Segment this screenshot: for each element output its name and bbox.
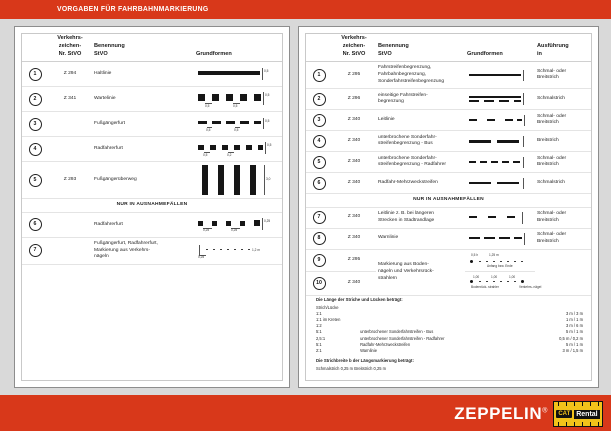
row-number-cell xyxy=(306,271,332,295)
row-name-cell: Leitlinie xyxy=(376,110,465,131)
row-name-cell xyxy=(376,131,465,152)
footnote-value: 3 m / 6 m xyxy=(565,323,583,329)
row-sign-cell: Z 340 xyxy=(332,207,376,228)
marking-graphic-nails-b xyxy=(467,274,542,292)
marking-graphic-zebra xyxy=(196,165,280,195)
badge-ticks-bottom-icon xyxy=(554,421,602,426)
left-col-sign xyxy=(48,34,92,62)
row-name-cell: Fußgängerüberweg xyxy=(92,162,194,199)
dim-label: 1,00 xyxy=(473,274,480,279)
row-name-cell: Fußgängerfurt xyxy=(92,112,194,137)
nails-note-b: Bodenrück- strahler xyxy=(471,284,499,289)
row-exec-l2: Breitstrich xyxy=(537,162,559,168)
row-number-cell xyxy=(306,173,332,194)
row-sign-cell: Z 340 xyxy=(332,271,376,295)
footnote-desc: Warnlinie xyxy=(360,347,377,353)
marking-graphic-solid-line xyxy=(467,68,533,82)
row-name-l3: nägeln xyxy=(94,254,109,260)
row-sign-cell xyxy=(48,137,92,162)
dim-label: 0,5 xyxy=(203,152,208,157)
row-sign-cell xyxy=(48,237,92,264)
cat-rental-badge xyxy=(553,401,603,427)
row-name-cell xyxy=(376,152,465,173)
table-row xyxy=(22,112,282,137)
left-panel xyxy=(14,26,290,388)
left-col-name xyxy=(92,34,194,62)
row-shape-cell xyxy=(465,62,535,89)
footnote-desc: Radfahr-Mehrzweckstreifen xyxy=(360,341,411,347)
table-row xyxy=(306,173,591,194)
table-row xyxy=(306,207,591,228)
row-number-cell xyxy=(22,62,48,87)
row-name-cell xyxy=(376,249,465,295)
row-exec-cell xyxy=(535,228,591,249)
row-number-cell xyxy=(22,162,48,199)
row-shape-cell xyxy=(465,271,542,295)
row-name-cell xyxy=(376,207,465,228)
footnote-value: 5 m / 1 m xyxy=(565,341,583,347)
footnote-title-1: Die Länge der Striche und Lücken beträgt: xyxy=(316,297,403,303)
row-sign-cell: Z 340 xyxy=(332,110,376,131)
dim-label: 1,00 xyxy=(509,274,516,279)
zeppelin-logo xyxy=(454,404,548,424)
row-sign-cell: Z 340 xyxy=(332,173,376,194)
right-col-shape: Grundformen xyxy=(465,34,535,62)
row-name-cell: Radfahrerfurt xyxy=(92,137,194,162)
row-exec-l1: Schmal- oder xyxy=(537,113,567,119)
footnote-ratio: 2,5:1 xyxy=(316,335,326,341)
row-name-l1: Fußgängerfurt, Radfahrerfurt, xyxy=(94,240,158,246)
row-number-cell xyxy=(22,137,48,162)
row-sign-cell: Z 340 xyxy=(332,228,376,249)
dim-label: 0,5 xyxy=(264,69,269,74)
footnote-desc: unterbrochener Sonderfahrstreifen - Bus xyxy=(360,329,434,335)
marking-graphic-dash-1-2-1 xyxy=(467,211,533,225)
row-number-cell xyxy=(306,228,332,249)
table-row xyxy=(22,62,282,87)
row-shape-cell xyxy=(194,237,282,264)
badge-inner xyxy=(556,410,599,419)
footnote-col-head: Strich/Lücke xyxy=(316,304,339,310)
right-col-name-l1: Benennung xyxy=(378,43,409,50)
left-table-header-row xyxy=(22,34,282,62)
left-col-name-l1: Benennung xyxy=(94,43,125,50)
row-name-l2: Markierung aus Verkehrs- xyxy=(94,247,150,253)
footnote-ratio: 5:1 xyxy=(316,329,322,335)
row-name-cell: Radfahrerfurt xyxy=(92,212,194,237)
row-sign-cell: Z 294 xyxy=(48,62,92,87)
cat-logo: CAT xyxy=(558,411,571,417)
dim-label: 0,5 xyxy=(265,119,270,124)
footnote-desc: unterbrochener Sonderfahrstreifen - Radfahrer xyxy=(360,335,445,341)
right-panel-frame xyxy=(305,33,592,381)
marking-graphic-nails-a xyxy=(467,253,533,268)
row-number-cell xyxy=(22,212,48,237)
table-row xyxy=(306,249,591,271)
row-number-cell xyxy=(306,89,332,110)
left-col-number xyxy=(22,34,48,62)
footnote-ratio: 1:1 xyxy=(316,311,322,317)
row-number-badge: 1 xyxy=(29,68,42,81)
footnote-value: 0,5 m / 0,2 m xyxy=(559,335,583,341)
nails-note: Anfang bzw. Ende xyxy=(487,263,513,268)
row-exec-cell xyxy=(535,89,591,110)
dim-label: 0,5 xyxy=(234,127,239,132)
row-number-badge: 2 xyxy=(29,93,42,106)
left-panel-frame xyxy=(21,33,283,381)
table-row xyxy=(22,162,282,199)
row-number-cell xyxy=(306,249,332,271)
row-name-cell: Warnlinie xyxy=(376,228,465,249)
dim-label: 0,5 xyxy=(265,93,270,98)
row-shape-cell xyxy=(194,137,282,162)
dim-label: 0,5 h xyxy=(471,252,479,257)
table-row xyxy=(306,228,591,249)
header-bar xyxy=(0,0,611,19)
row-sign-cell: Z 295 xyxy=(332,249,376,271)
section-heading-row xyxy=(22,199,282,213)
row-name-l3: Sonderfahrstreifenbegrenzung xyxy=(378,78,445,84)
right-col-sign-l3: Nr. StVO xyxy=(342,51,366,58)
marking-graphic-dash-2-1 xyxy=(467,232,533,246)
row-number-badge: 7 xyxy=(29,244,42,257)
row-number-cell xyxy=(22,237,48,264)
dim-label: 0,25 xyxy=(198,254,205,259)
footnote-ratio: 1:1 im Kreten xyxy=(316,317,341,323)
right-spec-table xyxy=(306,34,591,296)
dim-label: 0,5 xyxy=(206,127,211,132)
footnote-table xyxy=(316,305,583,354)
row-exec-cell xyxy=(535,152,591,173)
dim-label: 0,5 xyxy=(233,103,238,108)
row-number-badge: 6 xyxy=(29,218,42,231)
row-exec-l1: Schmal- oder xyxy=(537,68,567,74)
table-row xyxy=(22,137,282,162)
row-name-cell: Haltlinie xyxy=(92,62,194,87)
row-shape-cell xyxy=(194,62,282,87)
row-exec-l2: Breitstrich xyxy=(537,217,559,223)
row-shape-cell xyxy=(194,87,282,112)
right-col-sign xyxy=(332,34,376,62)
row-exec-cell xyxy=(535,207,591,228)
row-number-badge: 4 xyxy=(29,143,42,156)
row-name-l1: einseitige Fahrstreifen- xyxy=(378,92,428,98)
row-name-l2: streifenbegrenzung - Bus xyxy=(378,141,433,147)
row-number-badge: 5 xyxy=(29,174,42,187)
row-sign-cell: Z 340 xyxy=(332,131,376,152)
row-name-l1: Fahrstreifenbegrenzung, xyxy=(378,65,432,71)
right-col-sign-l2: zeichen- xyxy=(342,43,366,50)
dim-label: 0,2 xyxy=(227,152,232,157)
row-shape-cell xyxy=(465,228,535,249)
row-number-badge: 9 xyxy=(313,254,326,267)
footnote-value: 3 m / 1,5 m xyxy=(562,347,583,353)
row-exec-cell xyxy=(535,110,591,131)
row-exec-l1: Schmal- oder xyxy=(537,155,567,161)
left-col-sign-l3: Nr. StVO xyxy=(58,51,82,58)
row-number-cell xyxy=(306,110,332,131)
row-exec-l2: Breitstrich xyxy=(537,120,559,126)
footnote-ratio: 5:1 xyxy=(316,341,322,347)
row-number-cell xyxy=(306,62,332,89)
row-number-cell xyxy=(306,131,332,152)
right-col-number xyxy=(306,34,332,62)
row-shape-cell xyxy=(465,89,535,110)
marking-graphic-half-dashed xyxy=(467,92,533,106)
left-spec-table xyxy=(22,34,282,265)
row-number-badge: 1 xyxy=(313,69,326,82)
row-name-cell: Wartelinie xyxy=(92,87,194,112)
footnote-value: 3 m / 3 m xyxy=(565,311,583,317)
row-shape-cell xyxy=(194,112,282,137)
row-number-cell xyxy=(22,87,48,112)
row-exec-cell xyxy=(535,62,591,89)
table-row xyxy=(22,87,282,112)
row-number-badge: 7 xyxy=(313,211,326,224)
dim-label: 0,5 xyxy=(267,143,272,148)
row-name-l1: Markierung aus Boden- xyxy=(378,262,429,268)
marking-graphic-squares-exception xyxy=(196,216,280,234)
row-name-cell xyxy=(92,237,194,264)
row-number-badge: 4 xyxy=(313,135,326,148)
row-shape-cell xyxy=(465,131,535,152)
zeppelin-wordmark: ZEPPELIN xyxy=(454,404,543,423)
row-name-l1: unterbrochene Sonderfahr- xyxy=(378,155,437,161)
row-name-cell xyxy=(376,89,465,110)
row-shape-cell xyxy=(465,110,535,131)
table-row xyxy=(22,212,282,237)
nails-note-b2: Verkehrs- nägel xyxy=(519,284,542,289)
row-name-l2: begrenzung xyxy=(378,99,404,105)
footnote-title-2: Die Strichbreite b der Längsmarkierung beträgt: xyxy=(316,358,414,363)
table-row xyxy=(306,152,591,173)
table-row xyxy=(22,237,282,264)
row-shape-cell xyxy=(194,162,282,199)
row-shape-cell xyxy=(194,212,282,237)
footnote-line-2: Schmalstrich 0,25 m Breitstrich 0,25 m xyxy=(316,365,387,371)
table-row xyxy=(306,110,591,131)
section-title-ausnahmefaelle: NUR IN AUSNAHMEFÄLLEN xyxy=(22,199,282,213)
row-name-l3: strahlern xyxy=(378,275,398,281)
dim-label: 0,25 xyxy=(231,228,238,233)
right-panel xyxy=(298,26,599,388)
marking-graphic-dash-1-2 xyxy=(467,113,533,127)
row-name-l2: nägeln und Verkehrsrück- xyxy=(378,268,434,274)
right-col-sign-l1: Verkehrs- xyxy=(341,35,367,41)
row-number-badge: 3 xyxy=(29,118,42,131)
dim-label: 1,2 m xyxy=(252,247,260,252)
row-name-l2: Strecken in Stadtrandlage xyxy=(378,217,435,223)
dim-label: 1,25 m xyxy=(489,252,499,257)
row-number-badge: 3 xyxy=(313,114,326,127)
row-exec-l1: Schmal- oder xyxy=(537,232,567,238)
row-number-badge: 5 xyxy=(313,156,326,169)
marking-graphic-solid-bar xyxy=(196,65,280,83)
row-name-cell: Radfahr-Mehrzweckstreifen xyxy=(376,173,465,194)
row-exec-l1: Schmalstrich xyxy=(537,95,565,101)
row-number-cell xyxy=(306,207,332,228)
row-shape-cell xyxy=(465,207,535,228)
table-row xyxy=(306,131,591,152)
marking-graphic-dash-5-1b xyxy=(467,176,533,190)
dim-label: 3,0 xyxy=(266,177,271,182)
right-col-exec-l2: in xyxy=(537,51,542,58)
row-sign-cell: Z 295 xyxy=(332,62,376,89)
left-col-sign-l1: Verkehrs- xyxy=(57,35,83,41)
row-exec-l1: Breitstrich xyxy=(537,137,559,143)
row-name-l2: streifenbegrenzung - Radfahrer xyxy=(378,162,446,168)
footer-bar xyxy=(0,395,611,431)
footnote-ratio: 1:2 xyxy=(316,323,322,329)
section-heading-row xyxy=(306,194,591,208)
table-row xyxy=(306,89,591,110)
row-exec-cell xyxy=(535,249,591,295)
row-exec-cell xyxy=(535,131,591,152)
section-title-ausnahmefaelle-right: NUR IN AUSNAHMEFÄLLEN xyxy=(306,194,591,208)
right-table-header-row xyxy=(306,34,591,62)
row-shape-cell xyxy=(465,152,535,173)
footnote-ratio: 2:1 xyxy=(316,347,322,353)
table-row xyxy=(306,62,591,89)
badge-ticks-top-icon xyxy=(554,402,602,407)
row-number-badge: 6 xyxy=(313,177,326,190)
left-col-name-l2: StVO xyxy=(94,51,108,58)
row-exec-l1: Schmal- oder xyxy=(537,211,567,217)
row-number-badge: 8 xyxy=(313,232,326,245)
row-sign-cell: Z 340 xyxy=(332,152,376,173)
row-sign-cell xyxy=(48,212,92,237)
dim-label: 0,5 xyxy=(205,103,210,108)
row-name-l2: Fahrbahnbegrenzung, xyxy=(378,71,427,77)
row-number-badge: 10 xyxy=(313,277,326,290)
row-sign-cell xyxy=(48,112,92,137)
row-sign-cell: Z 296 xyxy=(332,89,376,110)
row-name-l1: unterbrochene Sonderfahr- xyxy=(378,134,437,140)
marking-graphic-squares xyxy=(196,90,280,108)
row-sign-cell: Z 293 xyxy=(48,162,92,199)
marking-graphic-dashes xyxy=(196,115,280,133)
row-name-l1: Leitlinie z. B. bei längeren xyxy=(378,211,435,217)
row-exec-l2: Breitstrich xyxy=(537,238,559,244)
row-exec-l1: Schmalstrich xyxy=(537,179,565,185)
right-col-exec-l1: Ausführung xyxy=(537,43,569,50)
row-sign-cell: Z 341 xyxy=(48,87,92,112)
left-col-sign-l2: zeichen- xyxy=(58,43,82,50)
rental-label: Rental xyxy=(576,410,598,418)
dim-label: 0,25 xyxy=(264,218,271,223)
marking-graphic-squares-small xyxy=(196,140,280,158)
marking-graphic-nails xyxy=(196,245,280,257)
registered-mark-icon: ® xyxy=(542,407,548,415)
row-number-cell xyxy=(22,112,48,137)
right-col-name xyxy=(376,34,465,62)
marking-graphic-dash-25-1 xyxy=(467,155,533,169)
row-name-cell xyxy=(376,62,465,89)
right-col-exec xyxy=(535,34,591,62)
footnotes-block xyxy=(316,297,583,372)
row-number-badge: 2 xyxy=(313,93,326,106)
row-exec-l2: Breitstrich xyxy=(537,75,559,81)
footnote-value: 5 m / 1 m xyxy=(565,329,583,335)
dim-label: 0,25 xyxy=(203,228,210,233)
footnote-value: 1 m / 1 m xyxy=(565,317,583,323)
dim-label: 1,00 xyxy=(491,274,498,279)
row-exec-cell xyxy=(535,173,591,194)
marking-graphic-dash-5-1 xyxy=(467,134,533,148)
page-title: VORGABEN FÜR FAHRBAHNMARKIERUNG xyxy=(57,4,209,13)
right-col-name-l2: StVO xyxy=(378,51,392,58)
row-number-cell xyxy=(306,152,332,173)
row-shape-cell xyxy=(465,173,535,194)
row-shape-cell xyxy=(465,249,535,271)
left-col-shape: Grundformen xyxy=(194,34,282,62)
